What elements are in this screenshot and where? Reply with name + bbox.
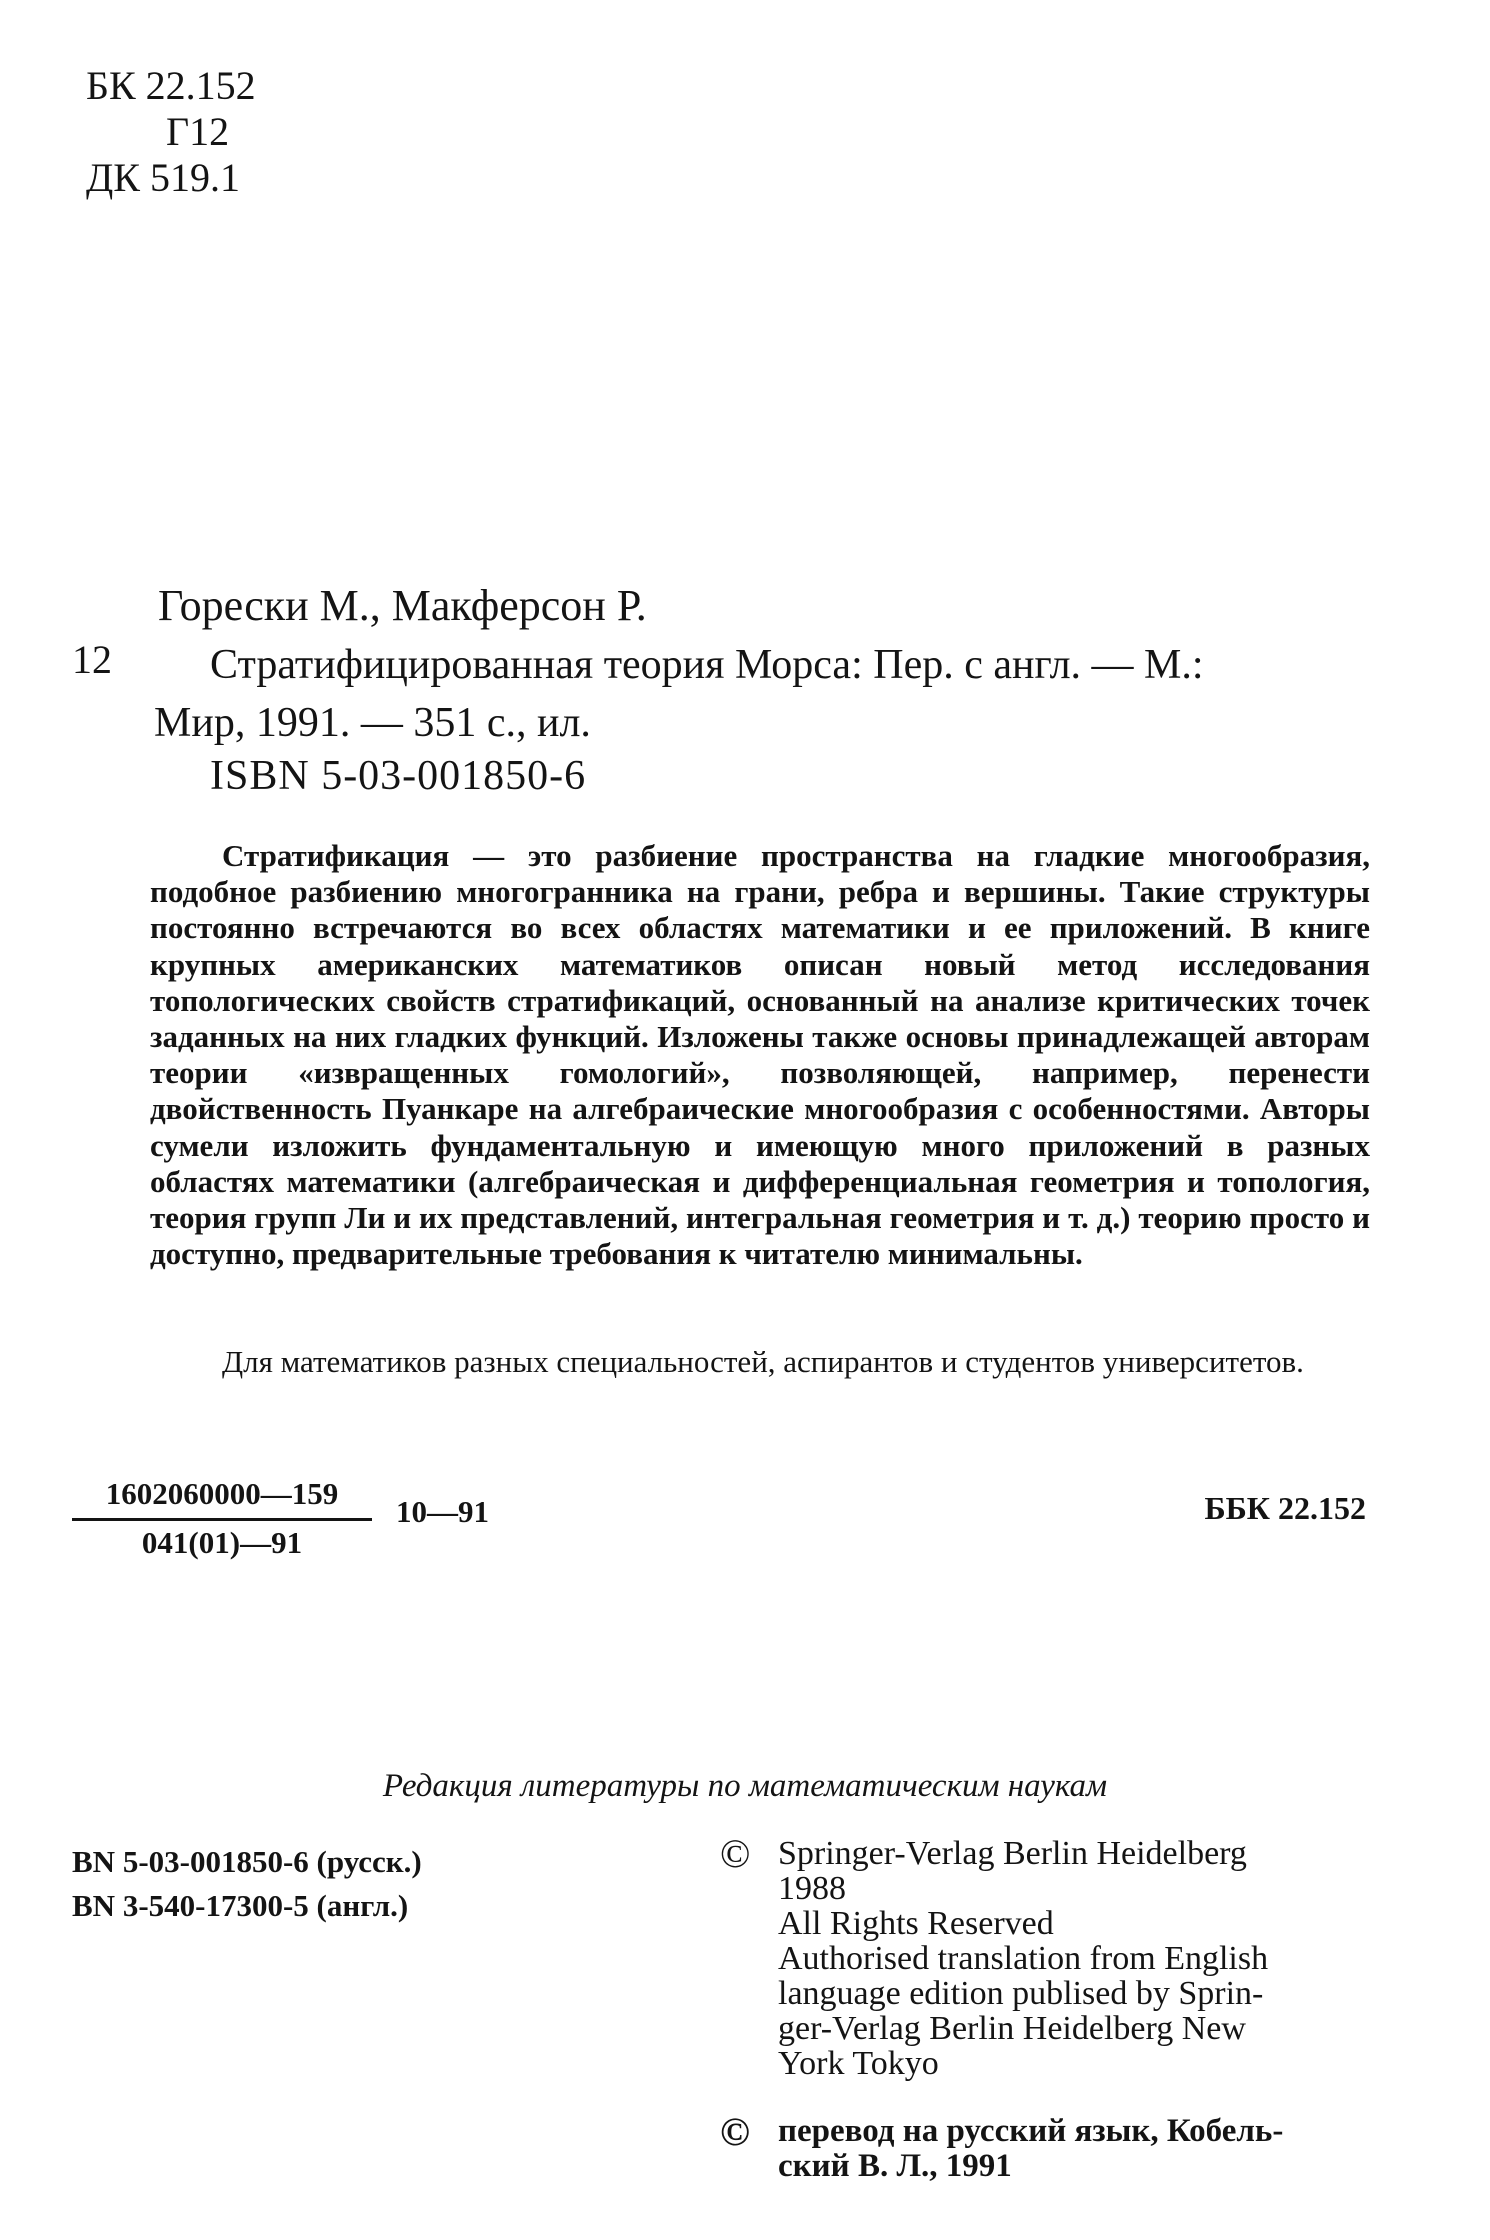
isbn-russian: BN 5-03-001850-6 (русск.) (72, 1844, 422, 1879)
library-number: 12 (72, 637, 112, 682)
isbn-list (72, 1840, 422, 1928)
bibliographic-line-2: Мир, 1991. — 351 с., ил. (154, 700, 591, 746)
copyright-original (720, 1831, 1370, 2082)
print-index-numerator: 1602060000—159 (105, 1476, 339, 1511)
copyright-symbol: © (720, 1831, 751, 1876)
bibliographic-line-1: Стратифицированная теория Морса: Пер. с англ. — М.: (210, 642, 1204, 688)
copyright-line: Springer-Verlag Berlin Heidelberg (778, 1835, 1247, 1872)
copyright-line: 1988 (778, 1870, 846, 1907)
audience-paragraph: Для математиков разных специальностей, аспирантов и студентов университетов. (222, 1344, 1304, 1379)
isbn-english: BN 3-540-17300-5 (англ.) (72, 1888, 409, 1923)
copyright-line: language edition publised by Sprin- (778, 1975, 1264, 2012)
copyright-line: All Rights Reserved (778, 1905, 1054, 1942)
bbk-right: ББК 22.152 (1204, 1490, 1366, 1526)
copyright-line: ger-Verlag Berlin Heidelberg New (778, 2010, 1246, 2047)
editorial-office: Редакция литературы по математическим наукам (382, 1768, 1108, 1804)
bibliographic-description (154, 636, 1370, 752)
copyright-line: ский В. Л., 1991 (778, 2148, 1012, 2184)
author-mark: Г12 (166, 109, 230, 154)
print-index-fraction (72, 1476, 372, 1561)
udk-code: ДК 519.1 (86, 155, 240, 200)
copyright-line: перевод на русский язык, Кобель- (778, 2113, 1284, 2149)
bbk-code: БК 22.152 (86, 63, 256, 108)
copyright-translation (720, 2109, 1370, 2184)
print-index-denominator: 041(01)—91 (141, 1525, 303, 1560)
authors-heading: Горески М., Макферсон Р. (158, 581, 647, 630)
copyright-line: York Tokyo (778, 2045, 939, 2082)
isbn-main: ISBN 5-03-001850-6 (210, 753, 587, 799)
annotation-paragraph: Стратификация — это разбиение пространства на гладкие многообразия, подобное разбиению многогранника на грани, ребра и вершины. Такие структуры постоянно встречаются во всех областях математики и ее приложений. В книге крупных американских математиков описан новый метод исследования топологических свойств стратификаций, основанный на анализе критических точек заданных на них гладких функций. Изложены также основы принадлежащей авторам теории «извращенных гомологий», позволяющей, например, перенести двойственность Пуанкаре на алгебраические многообразия с особенностями. Авторы сумели изложить фундаментальную и имеющую много приложений в разных областях математики (алгебраическая и дифференциальная геометрия и топология, теория групп Ли и их представлений, интегральная геометрия и т. д.) теорию просто и доступно, предварительные требования к читателю минимальны. (150, 838, 1370, 1272)
copyright-symbol: © (720, 2109, 750, 2154)
copyright-line: Authorised translation from English (778, 1940, 1269, 1977)
print-index-aside: 10—91 (396, 1494, 489, 1529)
